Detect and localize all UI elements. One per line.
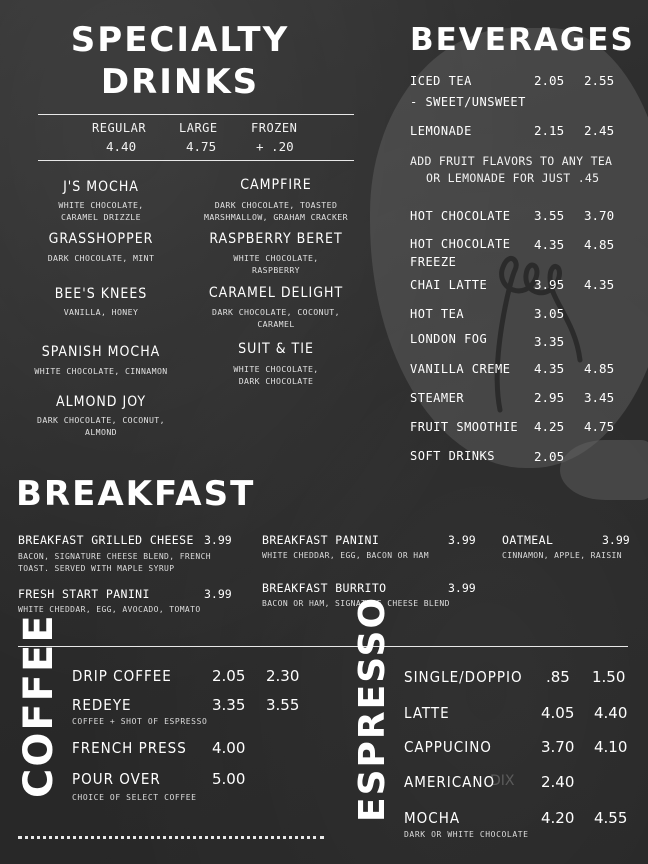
divider: [38, 114, 354, 115]
coffee-title: COFFEE: [16, 613, 62, 798]
bev-price: 3.70: [584, 208, 615, 223]
espresso-item-desc: DARK OR WHITE CHOCOLATE: [404, 830, 529, 839]
size-label-regular: REGULAR: [92, 121, 147, 135]
bev-price: 4.35: [534, 237, 565, 252]
size-price-large: 4.75: [186, 139, 217, 154]
background-blob-tail: [560, 440, 648, 500]
breakfast-item-price: 3.99: [602, 533, 630, 547]
drink-desc: WHITE CHOCOLATE, CARAMEL DRIZZLE: [58, 200, 144, 222]
drink-name: GRASSHOPPER: [48, 231, 154, 247]
drink-desc: WHITE CHOCOLATE, RASPBERRY: [233, 253, 319, 275]
breakfast-item-name: BREAKFAST GRILLED CHEESE: [18, 533, 194, 547]
drink-name: RASPBERRY BERET: [209, 231, 343, 247]
coffee-item-price: 4.00: [212, 739, 246, 757]
drink-desc: WHITE CHOCOLATE, CINNAMON: [34, 366, 168, 376]
bev-price: 4.75: [584, 419, 615, 434]
breakfast-item-name: BREAKFAST PANINI: [262, 533, 380, 547]
espresso-item-price: 4.40: [594, 704, 628, 722]
bev-name: HOT CHOCOLATE: [410, 209, 511, 223]
breakfast-title: BREAKFAST: [16, 474, 256, 514]
drink-desc: VANILLA, HONEY: [63, 307, 139, 317]
coffee-item-price: 2.05: [212, 667, 246, 685]
size-label-large: LARGE: [179, 121, 218, 135]
drink-desc: DARK CHOCOLATE, MINT: [47, 253, 155, 263]
bev-price: 2.05: [534, 449, 565, 464]
drink-desc: WHITE CHOCOLATE, DARK CHOCOLATE: [233, 364, 319, 386]
coffee-item-desc: COFFEE + SHOT OF ESPRESSO: [72, 717, 208, 726]
drink-desc: DARK CHOCOLATE, TOASTED MARSHMALLOW, GRAHAM CRACKER: [204, 200, 348, 222]
bev-price: 2.45: [584, 123, 615, 138]
breakfast-item-desc: WHITE CHEDDAR, EGG, BACON OR HAM: [262, 551, 429, 560]
breakfast-item-price: 3.99: [448, 533, 476, 547]
bev-name-line2: FREEZE: [410, 255, 457, 269]
bev-name: LEMONADE: [410, 124, 472, 138]
bev-name: ICED TEA: [410, 74, 472, 88]
espresso-item-name: MOCHA: [404, 809, 461, 827]
coffee-item-price: 2.30: [266, 667, 300, 685]
bev-price: 4.35: [584, 277, 615, 292]
espresso-item-price: 4.55: [594, 809, 628, 827]
bev-price: 4.35: [534, 361, 565, 376]
bev-name: SOFT DRINKS: [410, 449, 495, 463]
espresso-item-name: SINGLE/DOPPIO: [404, 668, 523, 686]
espresso-item-price: 4.20: [541, 809, 575, 827]
bev-name: VANILLA CREME: [410, 362, 511, 376]
coffee-item-price: 3.35: [212, 696, 246, 714]
breakfast-item-name: OATMEAL: [502, 533, 554, 547]
dotted-divider: [18, 836, 324, 839]
espresso-item-price: 4.10: [594, 738, 628, 756]
bev-name: STEAMER: [410, 391, 465, 405]
coffee-item-price: 3.55: [266, 696, 300, 714]
beverages-title: BEVERAGES: [410, 22, 635, 58]
breakfast-item-price: 3.99: [204, 587, 232, 601]
divider: [38, 160, 354, 161]
bev-subname: - SWEET/UNSWEET: [410, 95, 526, 109]
bev-price: 4.25: [534, 419, 565, 434]
coffee-item-name: FRENCH PRESS: [72, 739, 187, 757]
bev-price: 3.35: [534, 334, 565, 349]
drink-name: ALMOND JOY: [55, 394, 147, 410]
breakfast-item-price: 3.99: [204, 533, 232, 547]
espresso-item-price: 3.70: [541, 738, 575, 756]
espresso-item-price: 4.05: [541, 704, 575, 722]
bev-price: 2.05: [534, 73, 565, 88]
bev-price: 4.85: [584, 361, 615, 376]
drink-desc: DARK CHOCOLATE, COCONUT, ALMOND: [37, 415, 165, 437]
espresso-item-name: LATTE: [404, 704, 450, 722]
drink-name: J'S MOCHA: [63, 179, 139, 195]
bev-price: 3.45: [584, 390, 615, 405]
drink-name: CAMPFIRE: [240, 177, 312, 193]
bev-note: ADD FRUIT FLAVORS TO ANY TEA: [410, 154, 613, 168]
coffee-item-name: REDEYE: [72, 696, 132, 714]
drink-name: SPANISH MOCHA: [41, 344, 161, 360]
bev-price: 4.85: [584, 237, 615, 252]
coffee-item-name: POUR OVER: [72, 770, 161, 788]
size-label-frozen: FROZEN: [251, 121, 298, 135]
breakfast-item-desc: BACON OR HAM, SIGNATURE CHEESE BLEND: [262, 599, 450, 608]
coffee-item-desc: CHOICE OF SELECT COFFEE: [72, 793, 197, 802]
drink-name: SUIT & TIE: [238, 341, 314, 357]
espresso-item-price: .85: [546, 668, 570, 686]
espresso-item-name: CAPPUCINO: [404, 738, 492, 756]
drink-name: BEE'S KNEES: [54, 286, 148, 302]
specialty-title-line1: SPECIALTY: [70, 20, 290, 60]
bev-name: HOT CHOCOLATE: [410, 237, 511, 251]
drink-desc: DARK CHOCOLATE, COCONUT, CARAMEL: [212, 307, 340, 329]
bev-name: FRUIT SMOOTHIE: [410, 420, 519, 434]
bev-price: 3.95: [534, 277, 565, 292]
specialty-title-line2: DRINKS: [100, 62, 260, 102]
breakfast-item-name: FRESH START PANINI: [18, 587, 150, 601]
breakfast-item-desc: BACON, SIGNATURE CHEESE BLEND, FRENCH TOAST. SERVED WITH MAPLE SYRUP: [18, 552, 212, 573]
bev-name: LONDON FOG: [410, 332, 488, 346]
bev-note: OR LEMONADE FOR JUST .45: [426, 171, 600, 185]
breakfast-item-name: BREAKFAST BURRITO: [262, 581, 387, 595]
bev-price: 2.55: [584, 73, 615, 88]
watermark: DIX: [490, 773, 515, 789]
espresso-item-price: 1.50: [592, 668, 626, 686]
drink-name: CARAMEL DELIGHT: [208, 285, 344, 301]
bev-price: 2.15: [534, 123, 565, 138]
breakfast-item-desc: CINNAMON, APPLE, RAISIN: [502, 551, 622, 560]
divider: [18, 646, 628, 647]
breakfast-item-price: 3.99: [448, 581, 476, 595]
bev-price: 3.05: [534, 306, 565, 321]
size-price-regular: 4.40: [106, 139, 137, 154]
coffee-item-name: DRIP COFFEE: [72, 667, 172, 685]
espresso-title: ESPRESSO: [352, 595, 393, 822]
espresso-item-name: AMERICANO: [404, 773, 496, 791]
bev-name: HOT TEA: [410, 307, 465, 321]
bev-name: CHAI LATTE: [410, 278, 488, 292]
bev-price: 3.55: [534, 208, 565, 223]
espresso-item-price: 2.40: [541, 773, 575, 791]
bev-price: 2.95: [534, 390, 565, 405]
coffee-item-price: 5.00: [212, 770, 246, 788]
breakfast-item-desc: WHITE CHEDDAR, EGG, AVOCADO, TOMATO: [18, 605, 201, 614]
size-price-frozen: + .20: [256, 139, 294, 154]
